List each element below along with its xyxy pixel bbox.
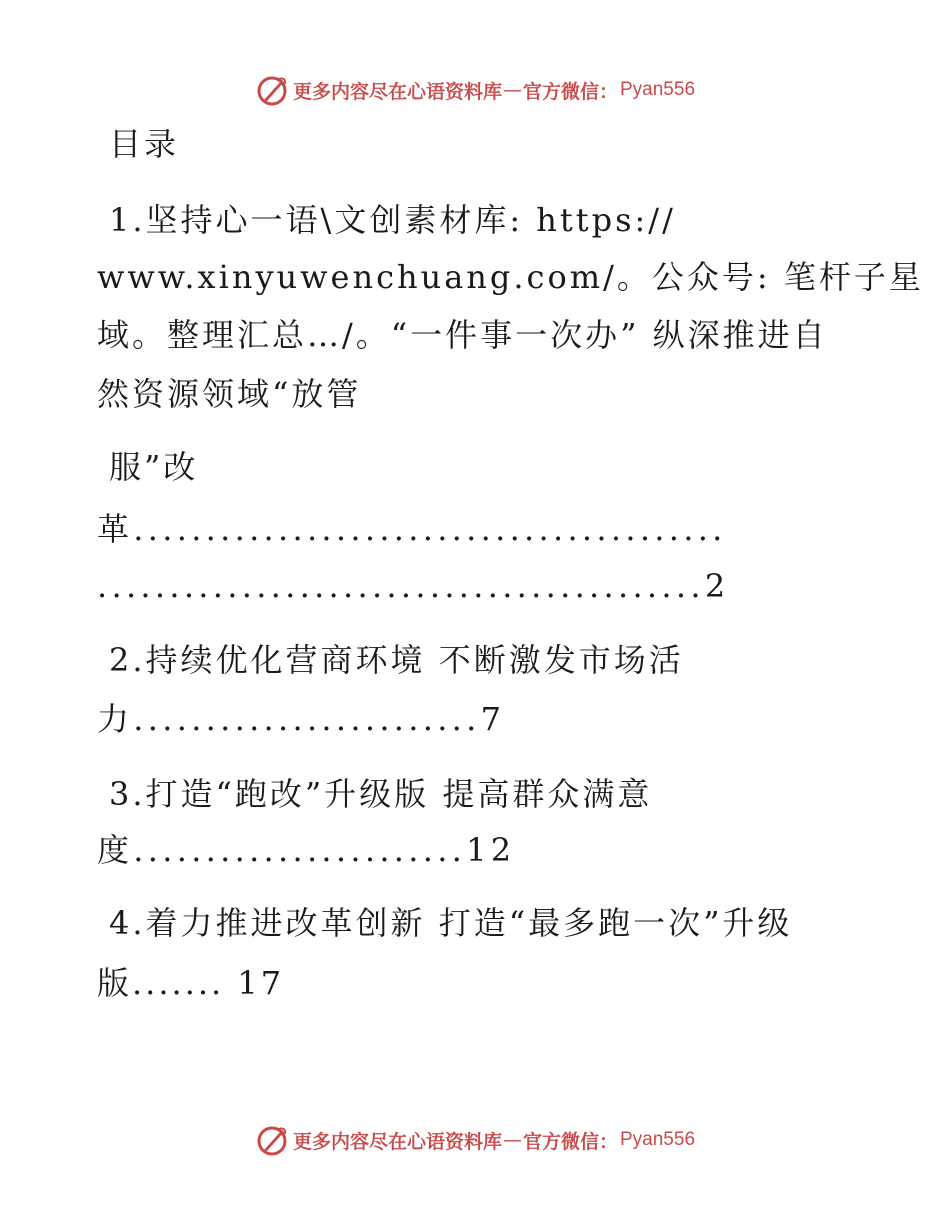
banner-official-label: 官方微信： xyxy=(522,1130,618,1153)
banner-separator: — xyxy=(502,79,522,101)
toc-line-1: 1.坚持心一语\文创素材库: https:// xyxy=(109,201,676,239)
banner-separator: — xyxy=(502,1129,522,1151)
toc-title: 目录 xyxy=(109,125,180,163)
toc-line-7: ..........................................2 xyxy=(97,567,730,605)
banner-official-label: 官方微信： xyxy=(522,80,618,103)
toc-line-13: 版....... 17 xyxy=(97,964,285,1002)
footer-banner xyxy=(0,1120,950,1160)
toc-line-9: 力........................7 xyxy=(97,700,506,738)
toc-line-6: 革......................................... xyxy=(97,510,727,548)
toc-line-2: www.xinyuwenchuang.com/。公众号: 笔杆子星 xyxy=(97,258,924,296)
header-banner xyxy=(0,70,950,110)
toc-line-4: 然资源领域“放管 xyxy=(97,375,362,413)
toc-line-8: 2.持续优化营商环境 不断激发市场活 xyxy=(109,641,684,679)
banner-wechat-id: Pyan556 xyxy=(620,1129,696,1150)
banner-brand: 更多内容尽在心语资料库 xyxy=(292,80,502,103)
toc-line-5: 服”改 xyxy=(109,448,199,486)
toc-line-12: 4.着力推进改革创新 打造“最多跑一次”升级 xyxy=(109,904,793,942)
toc-line-3: 域。整理汇总…/。“一件事一次办” 纵深推进自 xyxy=(97,316,828,354)
quill-logo-icon xyxy=(255,73,289,107)
toc-line-10: 3.打造“跑改”升级版 提高群众满意 xyxy=(109,775,653,813)
quill-logo-icon xyxy=(255,1123,289,1157)
toc-line-11: 度.......................12 xyxy=(97,831,516,869)
banner-brand: 更多内容尽在心语资料库 xyxy=(292,1130,502,1153)
banner-wechat-id: Pyan556 xyxy=(620,79,696,100)
